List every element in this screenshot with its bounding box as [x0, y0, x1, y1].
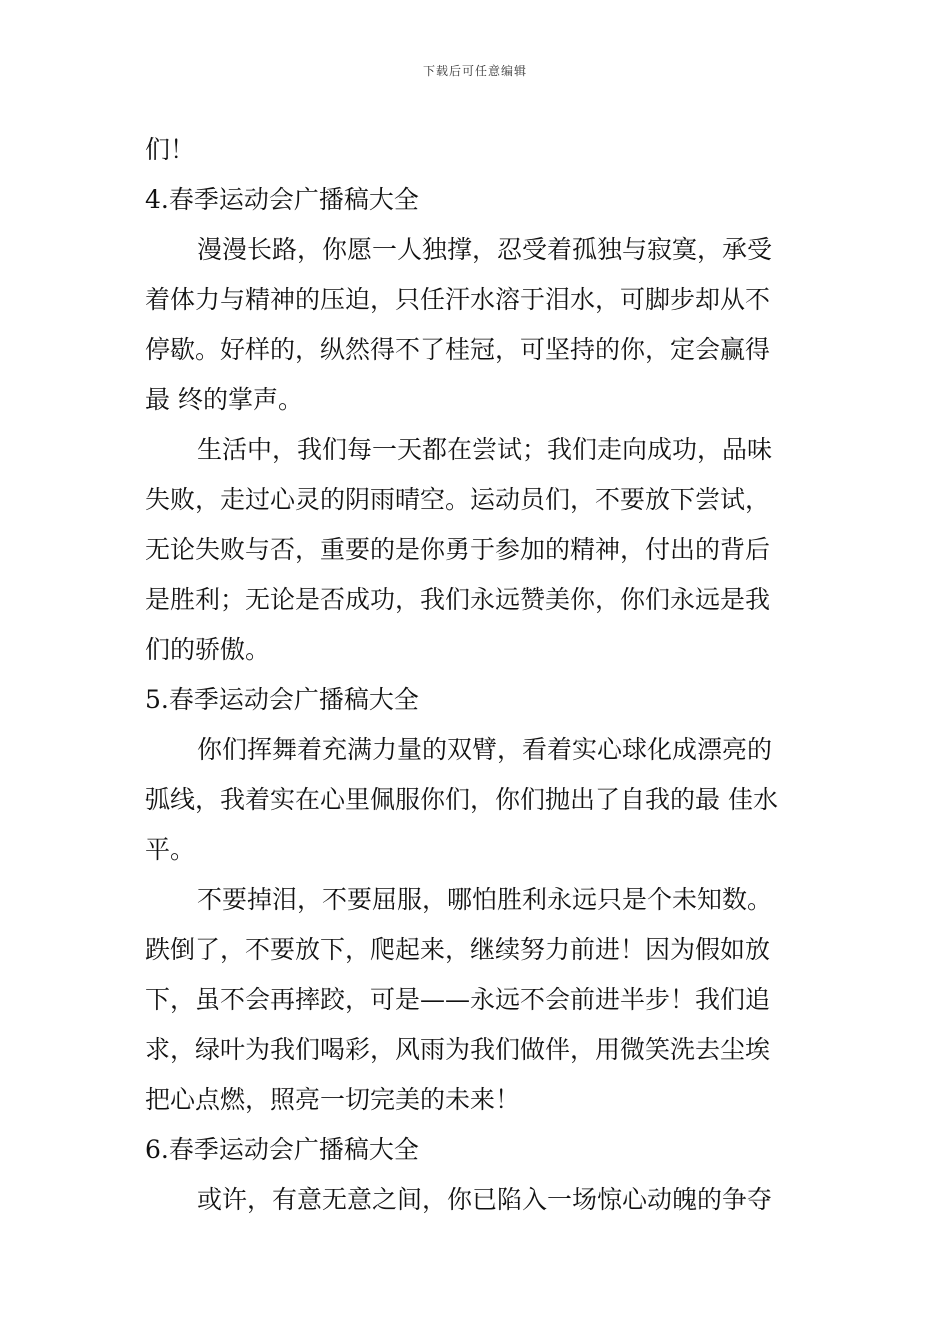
- text-line: 无论失败与否，重要的是你勇于参加的精神，付出的背后: [145, 535, 771, 564]
- text-line: 们的骄傲。: [145, 635, 271, 664]
- document-body: [145, 125, 810, 1225]
- text-line: 停歇。好样的，纵然得不了桂冠，可坚持的你，定会赢得: [145, 335, 771, 364]
- text-line: 跌倒了，不要放下，爬起来，继续努力前进！因为假如放: [145, 935, 771, 964]
- text-line: 是胜利；无论是否成功，我们永远赞美你，你们永远是我: [145, 585, 771, 614]
- text-line: 下，虽不会再摔跤，可是——永远不会前进半步！我们追: [145, 985, 771, 1014]
- section-heading: 6.春季运动会广播稿大全: [145, 1135, 419, 1164]
- text-line: 你们挥舞着充满力量的双臂，看着实心球化成漂亮的: [197, 735, 773, 764]
- text-line: 求，绿叶为我们喝彩，风雨为我们做伴，用微笑洗去尘埃: [145, 1035, 771, 1064]
- text-line: 不要掉泪，不要屈服，哪怕胜利永远只是个未知数。: [197, 885, 773, 914]
- text-line: 平。: [145, 835, 196, 864]
- text-line: 最 终的掌声。: [145, 385, 303, 414]
- text-line: 着体力与精神的压迫，只任汗水溶于泪水，可脚步却从不: [145, 285, 771, 314]
- text-line: 或许，有意无意之间，你已陷入一场惊心动魄的争夺: [197, 1185, 773, 1214]
- page-header: 下载后可任意编辑: [422, 64, 527, 78]
- text-line: 失败，走过心灵的阴雨晴空。运动员们，不要放下尝试，: [145, 485, 771, 514]
- section-heading: 5.春季运动会广播稿大全: [145, 685, 419, 714]
- section-heading: 4.春季运动会广播稿大全: [145, 185, 419, 214]
- text-line: 弧线，我着实在心里佩服你们，你们抛出了自我的最 佳水: [145, 785, 778, 814]
- text-line: 把心点燃，照亮一切完美的未来！: [145, 1085, 521, 1114]
- text-line: 们！: [145, 135, 196, 164]
- text-line: 生活中，我们每一天都在尝试；我们走向成功，品味: [197, 435, 773, 464]
- text-line: 漫漫长路，你愿一人独撑，忍受着孤独与寂寞，承受: [197, 235, 773, 264]
